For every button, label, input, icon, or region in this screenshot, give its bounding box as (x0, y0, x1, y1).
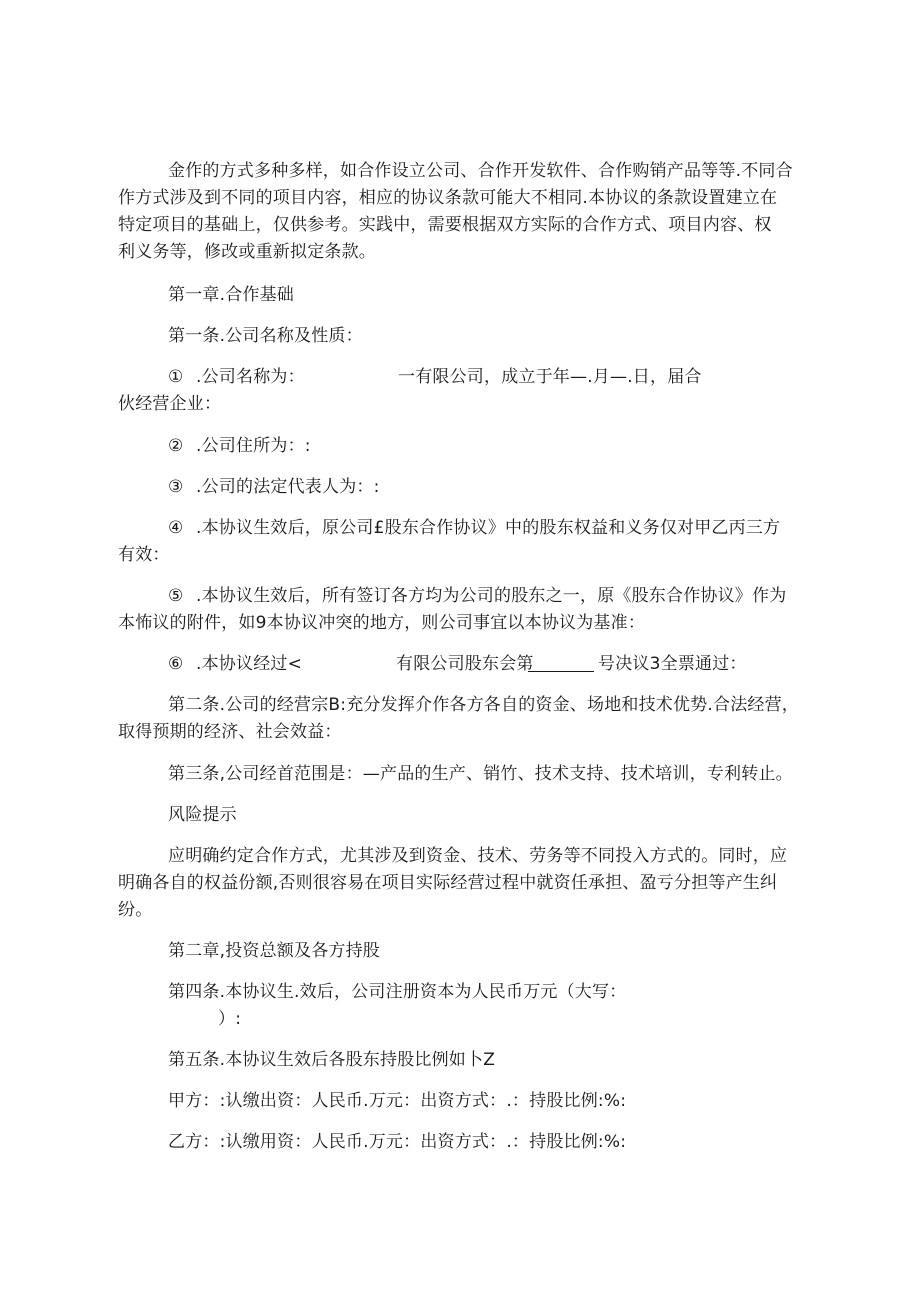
shareholder-party-b: 乙方：:认缴用资：人民币.万元：出资方式：.：持股比例:%: (168, 1132, 627, 1152)
item-5-line-2: 本怖议的附件，如9本协议冲突的地方，则公司事宜以本协议为基准： (118, 613, 646, 633)
item-5-line-1: .本协议生效后，所有签订各方均为公司的股东之一，原《股东合作协议》作为 (196, 586, 787, 606)
item-3-text: .公司的法定代表人为：: (196, 477, 380, 497)
intro-line-2: 作方式涉及到不同的项目内容，相应的协议条款可能大不相同.本协议的条款设置建立在 (118, 188, 778, 208)
item-6-part-3: 号决议3全票通过： (598, 654, 747, 674)
item-6-blank-line (528, 671, 594, 672)
item-4-line-1: .本协议生效后，原公司£股东合作协议》中的股东权益和义务仅对甲乙丙三方 (196, 518, 781, 538)
item-5-number: ⑤ (168, 586, 184, 606)
chapter-2-heading: 第二章,投资总额及各方持股 (168, 941, 381, 961)
item-2-text: .公司住所为：: (196, 436, 311, 456)
risk-line-1: 应明确约定合作方式，尤其涉及到资金、技术、劳务等不同投入方式的。同时，应 (168, 846, 788, 866)
risk-line-3: 纷。 (118, 900, 153, 920)
item-3-number: ③ (168, 477, 184, 497)
article-4-line-1: 第四条.本协议生.效后，公司注册资本为人民币万元（大写： (168, 982, 627, 1002)
shareholder-party-a: 甲方：:认缴出资：人民币.万元：出资方式：.：持股比例:%: (168, 1091, 627, 1111)
item-6-part-2: 有限公司股东会第 (396, 654, 534, 674)
intro-line-1: 金作的方式多种多样，如合作设立公司、合作开发软件、合作购销产品等等.不同合 (168, 161, 793, 181)
article-2-line-1: 第二条.公司的经营宗B:充分发挥介作各方各自的资金、场地和技术优势.合法经营， (168, 695, 799, 715)
item-4-line-2: 有效： (118, 545, 170, 565)
risk-title: 风险提示 (168, 805, 237, 825)
item-1-label: .公司名称为： (196, 367, 305, 387)
item-2-number: ② (168, 436, 184, 456)
item-6-number: ⑥ (168, 654, 184, 674)
item-4-number: ④ (168, 518, 184, 538)
article-1-title: 第一条.公司名称及性质： (168, 326, 363, 346)
risk-line-2: 明确各自的权益份额,否则很容易在项目实际经营过程中就资任承担、盈亏分担等产生纠 (118, 873, 778, 893)
article-3: 第三条,公司经首范围是：—产品的生产、销竹、技术支持、技术培训，专利转止。 (168, 764, 793, 784)
chapter-1-heading: 第一章.合作基础 (168, 285, 295, 305)
article-5: 第五条.本协议生效后各股东持股比例如卜Z (168, 1050, 496, 1070)
intro-line-4: 利义务等，修改或重新拟定条款。 (118, 242, 376, 262)
article-2-line-2: 取得预期的经济、社会效益： (118, 722, 342, 742)
intro-line-3: 特定项目的基础上，仅供参考。实践中，需要根据双方实际的合作方式、项目内容、权 (118, 215, 772, 235)
item-1-text: 一有限公司，成立于年—.月—.日，届合 (398, 367, 702, 387)
item-1-number: ① (168, 367, 184, 387)
item-1-continuation: 伙经营企业： (118, 394, 222, 414)
item-6-part-1: .本协议经过< (196, 654, 303, 674)
article-4-line-2: ）: (218, 1009, 242, 1029)
